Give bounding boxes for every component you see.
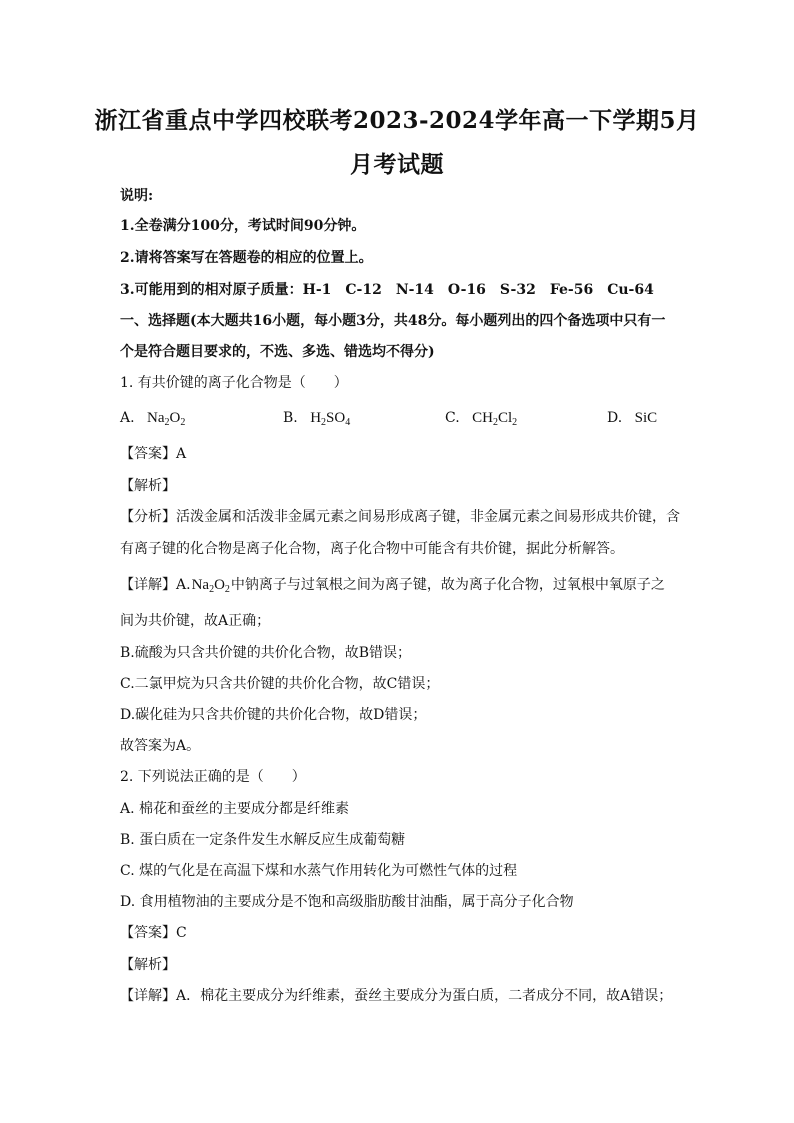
q1-option-b-letter: B. [283, 410, 298, 426]
q2-option-a: A. 棉花和蚕丝的主要成分都是纤维素 [120, 801, 350, 817]
instruction-item-2: 2.请将答案写在答题卷的相应的位置上。 [120, 250, 373, 266]
q1-option-c-letter: C. [445, 410, 460, 426]
instruction-item-3: 3.可能用到的相对原子质量：H-1 C-12 N-14 O-16 S-32 Fe-56 Cu-64 [120, 282, 654, 298]
doc-title-line2: 月考试题 [350, 151, 444, 178]
q1-option-c-formula: $CH_2Cl_2$ [472, 410, 518, 428]
q1-detail-prefix: 【详解】A. [120, 577, 191, 593]
q1-option-a-letter: A. [120, 410, 135, 426]
q2-analysis-heading: 【解析】 [120, 957, 176, 973]
q1-option-b [283, 408, 350, 428]
q2-detail-line1: 【详解】A．棉花主要成分为纤维素，蚕丝主要成分为蛋白质，二者成分不同，故A错误； [120, 988, 673, 1004]
q1-option-d [607, 408, 657, 428]
q1-option-a [120, 408, 185, 428]
q1-stem: 1. 有共价键的离子化合物是（ ） [120, 375, 348, 391]
q2-option-b: B. 蛋白质在一定条件发生水解反应生成葡萄糖 [120, 832, 406, 848]
q1-detail-formula: $Na_2O_2$ [191, 577, 230, 595]
q1-fenxi-line1: 【分析】活泼金属和活泼非金属元素之间易形成离子键，非金属元素之间易形成共价键，含 [120, 509, 680, 525]
section-heading-line1: 一、选择题(本大题共16小题，每小题3分，共48分。每小题列出的四个备选项中只有一 [120, 313, 666, 329]
instructions-heading: 说明: [120, 188, 154, 204]
q1-option-a-formula: $Na_2O_2$ [147, 410, 186, 428]
q2-option-c: C. 煤的气化是在高温下煤和水蒸气作用转化为可燃性气体的过程 [120, 863, 518, 879]
q1-option-d-formula: SiC [634, 410, 658, 426]
q1-detail-c: C.二氯甲烷为只含共价键的共价化合物，故C错误； [120, 676, 440, 692]
q1-fenxi-line2: 有离子键的化合物是离子化合物，离子化合物中可能含有共价键，据此分析解答。 [120, 541, 624, 557]
q1-detail-line1 [120, 575, 680, 595]
instruction-item-1: 1.全卷满分100分，考试时间90分钟。 [120, 218, 366, 234]
q2-option-d: D. 食用植物油的主要成分是不饱和高级脂肪酸甘油酯，属于高分子化合物 [120, 894, 574, 910]
q2-answer: 【答案】C [120, 925, 187, 941]
q1-detail-d: D.碳化硅为只含共价键的共价化合物，故D错误； [120, 707, 427, 723]
q1-analysis-heading: 【解析】 [120, 478, 176, 494]
q1-detail-rest: 中钠离子与过氧根之间为离子键，故为离子化合物，过氧根中氧原子之 [230, 577, 665, 593]
q1-option-b-formula: $H_2SO_4$ [310, 410, 351, 428]
q1-detail-line2: 间为共价键，故A正确； [120, 613, 271, 629]
section-heading-line2: 个是符合题目要求的，不选、多选、错选均不得分) [120, 344, 435, 360]
q1-option-d-letter: D. [607, 410, 623, 426]
q2-stem: 2. 下列说法正确的是（ ） [120, 769, 306, 785]
doc-title-line1: 浙江省重点中学四校联考2023-2024学年高一下学期5月 [94, 107, 700, 134]
q1-option-c [445, 408, 517, 428]
q1-answer: 【答案】A [120, 446, 187, 462]
q1-conclusion: 故答案为A。 [120, 738, 201, 754]
q1-detail-b: B.硫酸为只含共价键的共价化合物，故B错误； [120, 645, 412, 661]
